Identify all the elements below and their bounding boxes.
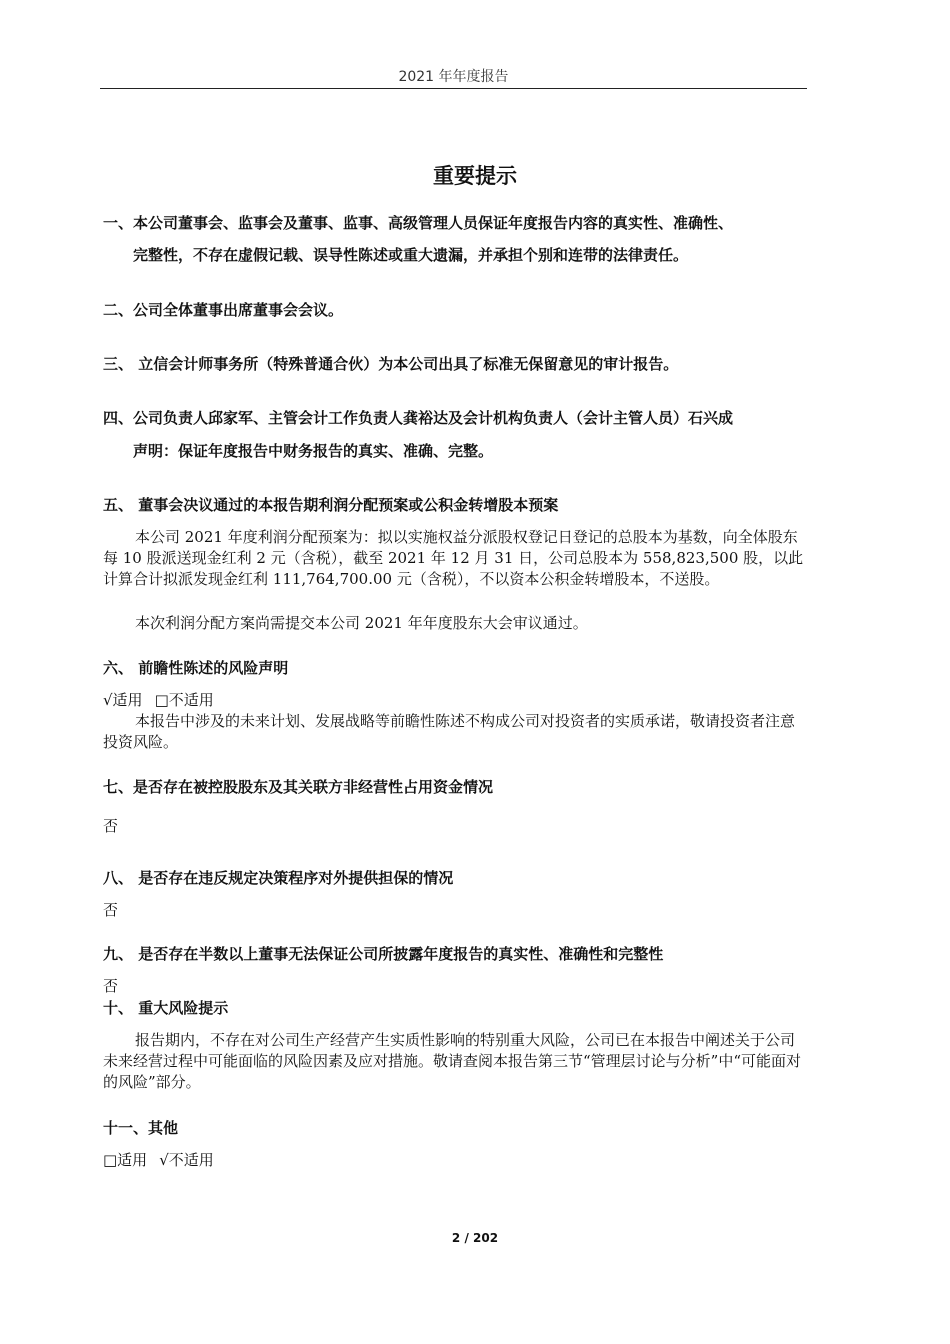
section-2: 二、公司全体董事出席董事会会议。	[103, 301, 344, 319]
checkbox-not-applicable: □不适用	[154, 691, 214, 709]
section-4-line-1: 四、公司负责人邱家军、主管会计工作负责人龚裕达及会计机构负责人（会计主管人员）石兴成	[103, 409, 734, 427]
section-3: 三、 立信会计师事务所（特殊普通合伙）为本公司出具了标准无保留意见的审计报告。	[103, 355, 679, 373]
header-divider	[100, 88, 807, 89]
section-5-heading: 五、 董事会决议通过的本报告期利润分配预案或公积金转增股本预案	[103, 496, 559, 514]
section-9-heading: 九、 是否存在半数以上董事无法保证公司所披露年度报告的真实性、准确性和完整性	[103, 945, 664, 963]
section-6-heading: 六、 前瞻性陈述的风险声明	[103, 659, 289, 677]
section-10-heading: 十、 重大风险提示	[103, 999, 229, 1017]
page-title: 重要提示	[433, 164, 517, 188]
checkbox-applicable: □适用	[103, 1151, 148, 1169]
checkbox-applicable-checked: √适用	[103, 691, 143, 709]
section-11-heading: 十一、其他	[103, 1119, 179, 1137]
section-8-heading: 八、 是否存在违反规定决策程序对外提供担保的情况	[103, 869, 454, 887]
section-10-paragraph: 报告期内，不存在对公司生产经营产生实质性影响的特别重大风险，公司已在本报告中阐述关于公司未来经营过程中可能面临的风险因素及应对措施。敬请查阅本报告第三节“管理层讨论与分析”中“可能面对的风险”部分。	[103, 1031, 802, 1091]
section-6-checkboxes	[103, 689, 214, 710]
section-8-answer: 否	[103, 901, 119, 919]
section-7-answer: 否	[103, 817, 119, 835]
checkbox-not-applicable-checked: √不适用	[159, 1151, 214, 1169]
section-5-paragraph-1: 本公司 2021 年度利润分配预案为：拟以实施权益分派股权登记日登记的总股本为基数，向全体股东每 10 股派送现金红利 2 元（含税），截至 2021 年 12 月 31 日，公司总股本为 558,823,500 股，以此计算合计拟派发现金红利 111,764,700.00 元（含税），不以资本公积金转增股本，不送股。	[103, 528, 804, 588]
running-header: 2021 年年度报告	[398, 69, 509, 85]
section-7-heading: 七、是否存在被控股股东及其关联方非经营性占用资金情况	[103, 778, 494, 796]
section-5-paragraph-2: 本次利润分配方案尚需提交本公司 2021 年年度股东大会审议通过。	[135, 614, 588, 632]
page-number: 2 / 202	[451, 1231, 499, 1245]
section-1-line-1: 一、本公司董事会、监事会及董事、监事、高级管理人员保证年度报告内容的真实性、准确性、	[103, 214, 734, 232]
section-11-checkboxes	[103, 1149, 214, 1170]
section-1-line-2: 完整性，不存在虚假记载、误导性陈述或重大遗漏，并承担个别和连带的法律责任。	[133, 246, 689, 264]
section-4-line-2: 声明：保证年度报告中财务报告的真实、准确、完整。	[133, 442, 494, 460]
section-9-answer: 否	[103, 977, 119, 995]
section-6-paragraph: 本报告中涉及的未来计划、发展战略等前瞻性陈述不构成公司对投资者的实质承诺，敬请投资者注意投资风险。	[103, 712, 796, 751]
